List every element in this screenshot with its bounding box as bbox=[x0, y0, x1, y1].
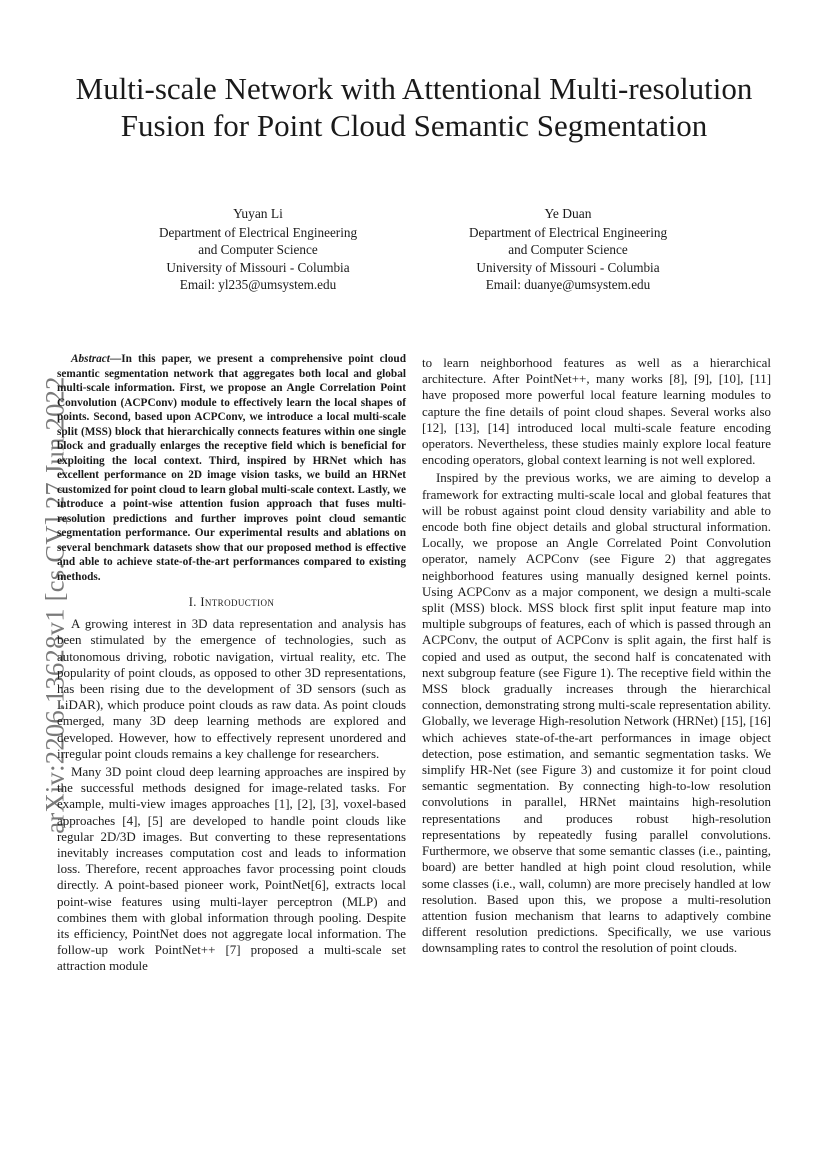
right-column bbox=[422, 355, 771, 957]
left-column bbox=[57, 352, 406, 975]
abstract-text: —In this paper, we present a comprehensive point cloud semantic segmentation network that aggregates both local and global multi-scale information. First, we propose an Angle Correlation Point Convolution (ACPConv) module to effectively learn the local shapes of points. Second, based upon ACPConv, we introduce a local multi-scale split (MSS) block that hierarchically connects features within one single block and gradually enlarges the receptive field which is beneficial for exploiting the local context. Third, inspired by HRNet which has excellent performance on 2D image vision tasks, we build an HRNet customized for point cloud to learn global multi-scale context. Lastly, we introduce a point-wise attention fusion approach that fuses multi-resolution predictions and further improves point cloud semantic segmentation performance. Our experimental results and ablations on several benchmark datasets show that our proposed method is effective and able to achieve state-of-the-art performances compared to existing methods. bbox=[57, 353, 406, 583]
author-name: Yuyan Li bbox=[233, 206, 283, 221]
abstract bbox=[57, 352, 406, 584]
body-paragraph: Many 3D point cloud deep learning approaches are inspired by the successful methods designed for image-related tasks. For example, multi-view images approaches [1], [2], [3], voxel-based approaches [4], [5] are developed to handle point clouds like regular 2D/3D images. But converting to these representations inevitably increases computation cost and leads to information loss. Therefore, recent approaches favor processing point clouds directly. A point-based pioneer work, PointNet[6], extracts local point-wise features using multi-layer perceptron (MLP) and combines them with global information through pooling. Despite its efficiency, PointNet does not aggregate local information. The follow-up work PointNet++ [7] proposed a multi-scale set attraction module bbox=[57, 764, 406, 974]
author-email: Email: yl235@umsystem.edu bbox=[179, 276, 337, 292]
author-department: Department of Electrical Engineering bbox=[468, 225, 668, 241]
arxiv-identifier: arXiv:2206.13628v1 [cs.CV] 27 Jun 2022 bbox=[39, 376, 70, 834]
author-department: Department of Electrical Engineering bbox=[158, 225, 358, 241]
body-paragraph-continued: to learn neighborhood features as well as a hierarchical architecture. After PointNet++, many works [8], [9], [10], [11] have proposed more powerful local feature learning modules to capture the fine details of point cloud shapes. Several works also [12], [13], [14] introduced local multi-scale feature encoding operators. Nevertheless, these studies mainly explore local feature encoding operators, global context learning is not well explored. bbox=[422, 355, 771, 468]
author-university: University of Missouri - Columbia bbox=[476, 259, 660, 275]
author-department-line2: and Computer Science bbox=[198, 242, 318, 258]
author-university: University of Missouri - Columbia bbox=[166, 259, 350, 275]
author-department-line2: and Computer Science bbox=[508, 242, 628, 258]
paper-title: Multi-scale Network with Attentional Multi-resolution Fusion for Point Cloud Semantic Segmentation bbox=[75, 71, 753, 143]
author-email: Email: duanye@umsystem.edu bbox=[485, 276, 651, 292]
body-paragraph: Inspired by the previous works, we are aiming to develop a framework for extracting multi-scale local and global features that will be robust against point cloud density variability and able to encode both fine object details and global structural information. Locally, we propose an Angle Correlated Point Convolution operator, namely ACPConv (see Figure 2) that aggregates neighborhood features using manually designed kernel points. Using ACPConv as a major component, we design a multi-scale split (MSS) block. MSS block first split input feature map into multiple subgroups of features, each of which is passed through an ACPConv, the output of ACPConv is split again, the first half is copied and used as output, the second half is concatenated with next subgroup feature (see Figure 1). The receptive field within the MSS block gradually increases through the hierarchical connection, demonstrating strong multi-scale representation ability. Globally, we leverage High-resolution Network (HRNet) [15], [16] which achieves state-of-the-art performances in image object detection, pose estimation, and semantic segmentation tasks. We simplify HR-Net (see Figure 3) and customize it for point cloud semantic segmentation. By connecting high-to-low resolution convolutions in parallel, HRNet maintains high-resolution representations and produces robust high-resolution representations by repeatedly fusing parallel convolutions. Furthermore, we observe that some semantic classes (i.e., painting, board) are better handled at high point cloud resolution, while some classes (i.e., wall, column) are more precisely handled at low resolution. Based upon this, we propose a multi-resolution attention fusion mechanism that learns to adaptively combine different resolution predictions. Specifically, we use various downsampling rates to control the resolution of point clouds. bbox=[422, 470, 771, 956]
body-paragraph: A growing interest in 3D data representation and analysis has been stimulated by the emergence of technologies, such as autonomous driving, robotic navigation, virtual reality, etc. The popularity of point clouds, as opposed to other 3D representations, has been rising due to the development of 3D sensors (such as LiDAR), which produce point clouds as raw data. As point clouds emerged, many 3D deep learning methods are explored and developed. However, how to effectively represent unordered and irregular point clouds remains a key challenge for researchers. bbox=[57, 616, 406, 761]
author-block-2 bbox=[438, 205, 698, 293]
author-name: Ye Duan bbox=[544, 206, 592, 221]
section-heading-introduction: I. Introduction bbox=[188, 595, 275, 609]
abstract-label: Abstract bbox=[71, 353, 110, 365]
author-block-1 bbox=[128, 205, 388, 293]
